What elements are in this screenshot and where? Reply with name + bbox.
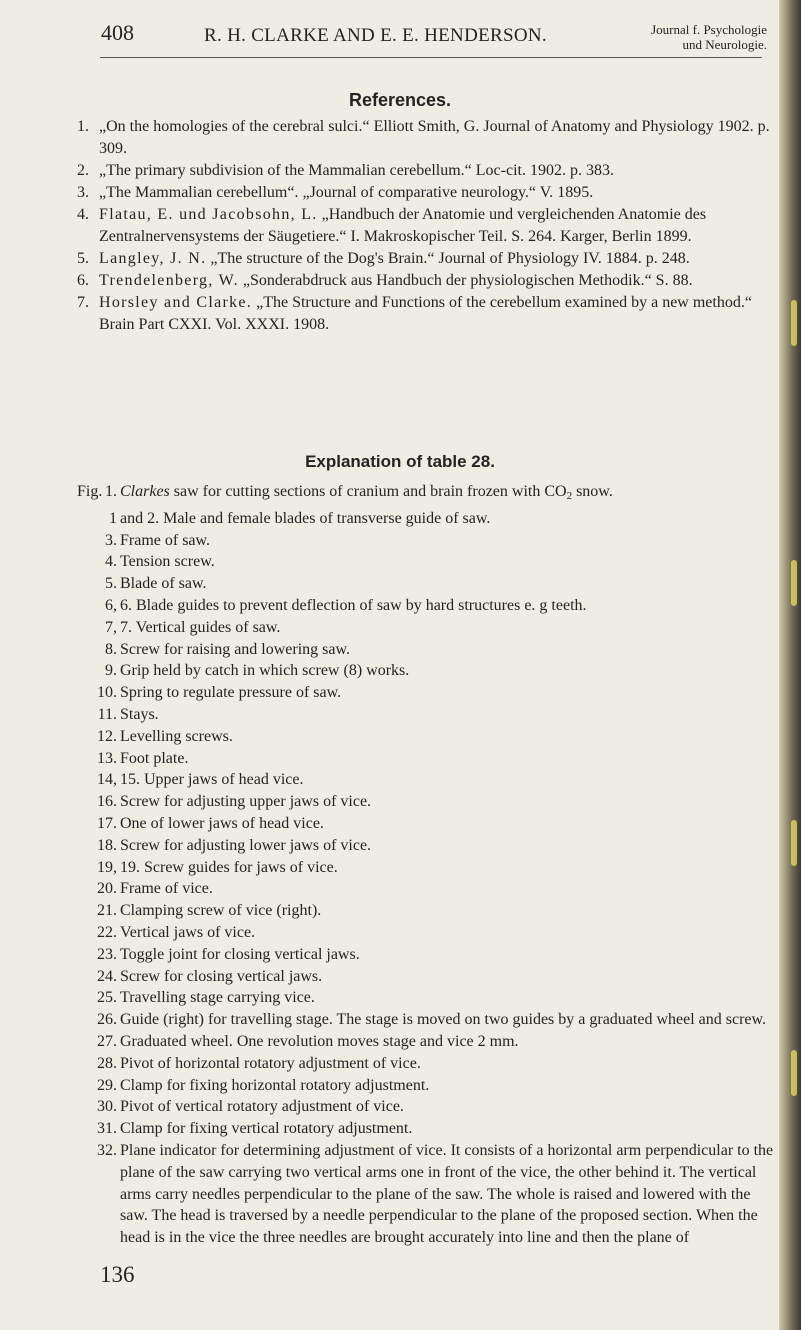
reference-item	[77, 270, 777, 292]
item-number: 27.	[97, 1032, 117, 1050]
list-item	[77, 1031, 777, 1053]
item-text: Plane indicator for determining adjustment of vice. It consists of a horizontal arm perpendicular to the plane of the saw carrying two vertical arms one in front of the vice, the other behind it. The vertical arms carry needles perpendicular to the plane of the saw. The whole is raised and lowered with the saw. The head is traversed by a needle perpendicular to the plane of the proposed section. When the head is in the vice the three needles are brought accurately into line and then the plane of	[120, 1141, 774, 1247]
item-number: 32.	[97, 1141, 117, 1159]
reference-author: Flatau, E. und Jacobsohn, L.	[99, 206, 318, 223]
item-text: Stays.	[120, 705, 159, 723]
reference-text: „The primary subdivision of the Mammalian cerebellum.“ Loc-cit. 1902. p. 383.	[99, 162, 614, 179]
item-text: Screw for closing vertical jaws.	[120, 967, 323, 985]
list-item	[77, 944, 777, 966]
list-item	[77, 857, 777, 879]
edge-stain	[791, 300, 797, 346]
list-item	[77, 660, 777, 682]
list-item	[77, 617, 777, 639]
reference-number: 6.	[77, 272, 89, 289]
list-item	[77, 791, 777, 813]
list-item	[77, 682, 777, 704]
item-text: Grip held by catch in which screw (8) works.	[120, 662, 410, 680]
item-text: Pivot of vertical rotatory adjustment of vice.	[120, 1098, 404, 1116]
item-number: 13.	[97, 749, 117, 767]
reference-text: „The Structure and Functions of the cerebellum examined by a new method.“ Brain Part CXXI. Vol. XXXI. 1908.	[99, 294, 752, 333]
list-item	[77, 726, 777, 748]
item-text: Graduated wheel. One revolution moves stage and vice 2 mm.	[120, 1032, 519, 1050]
item-text	[120, 483, 613, 500]
item-text: Clamp for fixing horizontal rotatory adjustment.	[120, 1076, 430, 1094]
reference-number: 5.	[77, 250, 89, 267]
item-number: 20.	[97, 880, 117, 898]
list-item	[77, 1053, 777, 1075]
item-number: 5.	[105, 575, 117, 593]
item-number: 4.	[105, 553, 117, 571]
item-text: 15. Upper jaws of head vice.	[120, 771, 304, 789]
reference-item	[77, 204, 777, 248]
item-italic-name: Clarkes	[120, 483, 170, 500]
item-text: Levelling screws.	[120, 727, 233, 745]
item-text: Screw for adjusting lower jaws of vice.	[120, 836, 372, 854]
item-text: Frame of saw.	[120, 531, 211, 549]
reference-text: „Handbuch der Anatomie und vergleichenden Anatomie des Zentralnervensystems der Säugetiere.“ I. Makroskopischer Teil. S. 264. Karger, Berlin 1899.	[99, 206, 707, 245]
item-number: 16.	[97, 793, 117, 811]
fig-label: Fig.	[77, 483, 103, 500]
running-header	[0, 20, 780, 80]
item-number: 22.	[97, 923, 117, 941]
explanation-list	[77, 481, 777, 1249]
item-text: Screw for adjusting upper jaws of vice.	[120, 793, 372, 811]
list-item	[77, 595, 777, 617]
item-text-part: snow.	[572, 483, 613, 500]
item-text: Clamping screw of vice (right).	[120, 902, 322, 920]
list-item	[77, 530, 777, 552]
list-item	[77, 769, 777, 791]
edge-stain	[791, 560, 797, 606]
reference-number: 1.	[77, 118, 89, 135]
item-number: 24.	[97, 967, 117, 985]
item-number: 10.	[97, 684, 117, 702]
item-text: Tension screw.	[120, 553, 215, 571]
item-text: Frame of vice.	[120, 880, 213, 898]
reference-text: „Sonderabdruck aus Handbuch der physiologischen Methodik.“ S. 88.	[238, 272, 693, 289]
item-number: 6,	[105, 596, 117, 614]
list-item	[77, 987, 777, 1009]
list-item	[77, 551, 777, 573]
list-item	[77, 878, 777, 900]
subscript: 2	[566, 490, 573, 502]
item-text: Foot plate.	[120, 749, 189, 767]
item-number: 29.	[97, 1076, 117, 1094]
page-edge-binding	[779, 0, 801, 1330]
item-number: 19,	[97, 858, 117, 876]
reference-text: „The Mammalian cerebellum“. „Journal of comparative neurology.“ V. 1895.	[99, 184, 594, 201]
item-number: 21.	[97, 902, 117, 920]
list-item	[77, 639, 777, 661]
item-number: 25.	[97, 989, 117, 1007]
list-item	[77, 481, 777, 508]
list-item	[77, 748, 777, 770]
list-item	[77, 835, 777, 857]
item-text: and 2. Male and female blades of transverse guide of saw.	[120, 509, 491, 527]
item-number: 28.	[97, 1054, 117, 1072]
list-item	[77, 1096, 777, 1118]
edge-stain	[791, 1050, 797, 1096]
item-number: 26.	[97, 1011, 117, 1029]
item-text: Travelling stage carrying vice.	[120, 989, 315, 1007]
item-text: Clamp for fixing vertical rotatory adjustment.	[120, 1120, 413, 1138]
list-item	[77, 704, 777, 726]
journal-name	[582, 22, 767, 52]
item-text: 19. Screw guides for jaws of vice.	[120, 858, 338, 876]
edge-stain	[791, 820, 797, 866]
item-number: 14,	[97, 771, 117, 789]
item-number: 23.	[97, 945, 117, 963]
list-item	[77, 1009, 777, 1031]
references-heading: References.	[348, 90, 452, 110]
running-head-authors: R. H. CLARKE AND E. E. HENDERSON.	[204, 25, 547, 46]
reference-item	[77, 182, 777, 204]
item-number: 12.	[97, 727, 117, 745]
item-number: 31.	[97, 1120, 117, 1138]
item-number: 9.	[105, 662, 117, 680]
references-list	[77, 116, 777, 336]
reference-author: Trendelenberg, W.	[99, 272, 239, 289]
reference-text: „The structure of the Dog's Brain.“ Journal of Physiology IV. 1884. p. 248.	[206, 250, 690, 267]
journal-line-1: Journal f. Psychologie	[651, 22, 767, 37]
journal-line-2: und Neurologie.	[682, 37, 767, 52]
reference-item	[77, 248, 777, 270]
reference-number: 2.	[77, 162, 89, 179]
item-text: One of lower jaws of head vice.	[120, 814, 324, 832]
reference-author: Horsley and Clarke.	[99, 294, 253, 311]
item-text: Spring to regulate pressure of saw.	[120, 684, 342, 702]
list-item	[77, 813, 777, 835]
item-text: Pivot of horizontal rotatory adjustment of vice.	[120, 1054, 421, 1072]
reference-item	[77, 292, 777, 336]
item-text: 7. Vertical guides of saw.	[120, 618, 281, 636]
list-item	[77, 966, 777, 988]
item-number: 7,	[105, 618, 117, 636]
item-number: 8.	[105, 640, 117, 658]
item-text: Screw for raising and lowering saw.	[120, 640, 351, 658]
list-item	[77, 1118, 777, 1140]
item-text: 6. Blade guides to prevent deflection of saw by hard structures e. g teeth.	[120, 596, 587, 614]
item-text: Toggle joint for closing vertical jaws.	[120, 945, 360, 963]
item-number: 11.	[97, 705, 117, 723]
reference-number: 3.	[77, 184, 89, 201]
page-number: 408	[101, 20, 134, 45]
explanation-heading: Explanation of table 28.	[305, 452, 495, 471]
list-item	[77, 1075, 777, 1097]
reference-item	[77, 160, 777, 182]
item-text: Vertical jaws of vice.	[120, 923, 256, 941]
reference-text: „On the homologies of the cerebral sulci.“ Elliott Smith, G. Journal of Anatomy and Physiology 1902. p. 309.	[99, 118, 770, 157]
item-number: 30.	[97, 1098, 117, 1116]
item-number: 18.	[97, 836, 117, 854]
folio-number: 136	[100, 1262, 135, 1287]
list-item	[77, 573, 777, 595]
reference-number: 4.	[77, 206, 89, 223]
reference-number: 7.	[77, 294, 89, 311]
item-number: 1	[109, 509, 117, 527]
reference-item	[77, 116, 777, 160]
item-text: Guide (right) for travelling stage. The stage is moved on two guides by a graduated wheel and screw.	[120, 1011, 767, 1029]
item-number: 3.	[105, 531, 117, 549]
list-item	[77, 508, 777, 530]
list-item	[77, 922, 777, 944]
item-number: 17.	[97, 814, 117, 832]
reference-author: Langley, J. N.	[99, 250, 207, 267]
item-text-part: saw for cutting sections of cranium and brain frozen with CO	[169, 483, 567, 500]
header-rule	[100, 57, 762, 58]
list-item	[77, 900, 777, 922]
list-item	[77, 1140, 777, 1249]
item-text: Blade of saw.	[120, 575, 207, 593]
item-number: 1.	[105, 483, 117, 500]
